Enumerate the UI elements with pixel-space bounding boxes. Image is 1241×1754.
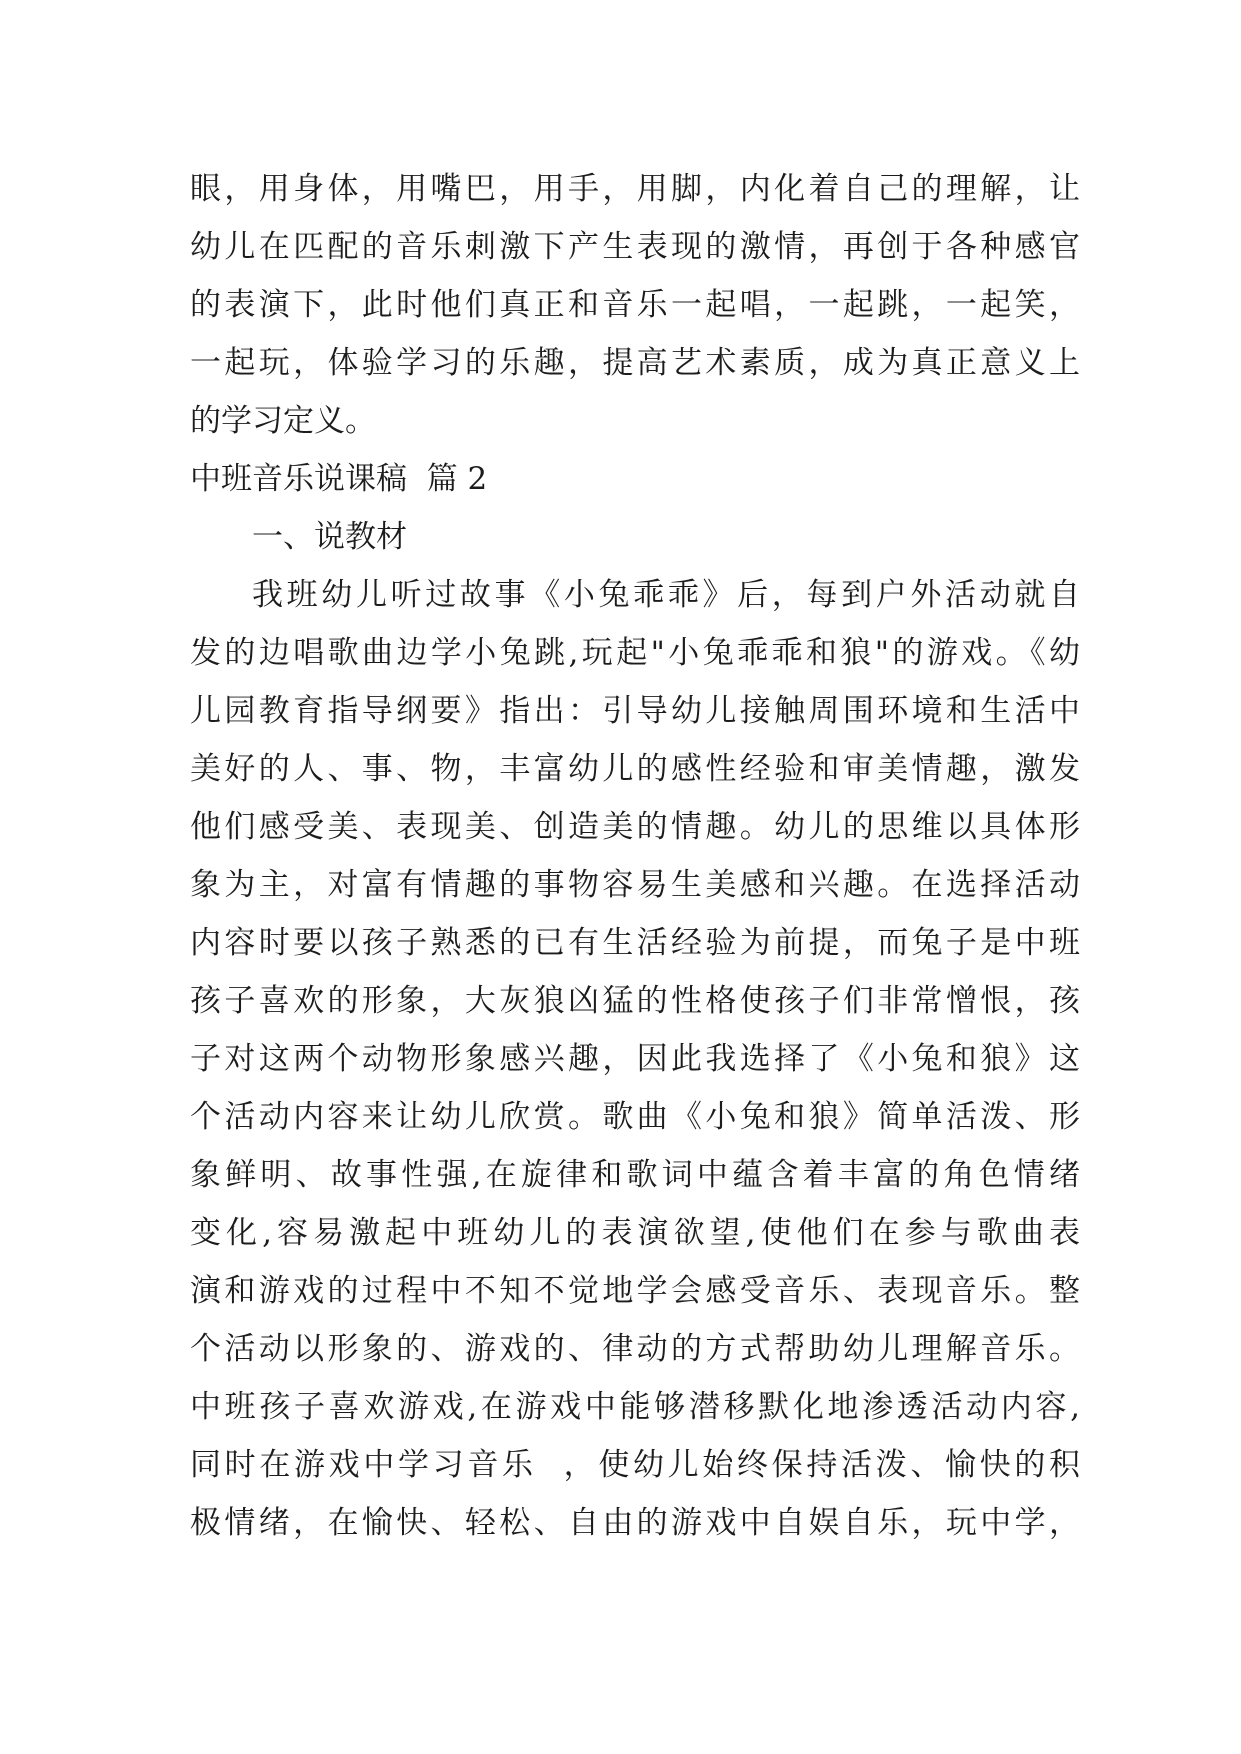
paragraph-line: 个活动内容来让幼儿欣赏。歌曲《小兔和狼》简单活泼、形	[190, 1099, 1080, 1135]
paragraph-line: 极情绪，在愉快、轻松、自由的游戏中自娱自乐，玩中学，	[190, 1505, 1080, 1541]
paragraph-line: 象为主，对富有情趣的事物容易生美感和兴趣。在选择活动	[190, 867, 1080, 903]
paragraph-line: 一起玩，体验学习的乐趣，提高艺术素质，成为真正意义上	[190, 345, 1080, 381]
paragraph-line: 演和游戏的过程中不知不觉地学会感受音乐、表现音乐。整	[190, 1273, 1080, 1309]
paragraph-line: 美好的人、事、物，丰富幼儿的感性经验和审美情趣，激发	[190, 751, 1080, 787]
paragraph-line: 我班幼儿听过故事《小兔乖乖》后，每到户外活动就自	[252, 577, 1080, 613]
paragraph-line: 发的边唱歌曲边学小兔跳,玩起"小兔乖乖和狼"的游戏。《幼	[190, 635, 1080, 671]
paragraph-line: 眼，用身体，用嘴巴，用手，用脚，内化着自己的理解，让	[190, 171, 1080, 207]
paragraph-line: 儿园教育指导纲要》指出：引导幼儿接触周围环境和生活中	[190, 693, 1080, 729]
paragraph-line: 孩子喜欢的形象，大灰狼凶猛的性格使孩子们非常憎恨，孩	[190, 983, 1080, 1019]
paragraph-line: 象鲜明、故事性强,在旋律和歌词中蕴含着丰富的角色情绪	[190, 1157, 1080, 1193]
paragraph-line: 内容时要以孩子熟悉的已有生活经验为前提，而兔子是中班	[190, 925, 1080, 961]
subheading: 一、说教材	[252, 519, 407, 555]
paragraph-line: 的表演下，此时他们真正和音乐一起唱，一起跳，一起笑，	[190, 287, 1080, 323]
paragraph-line: 同时在游戏中学习音乐 ，使幼儿始终保持活泼、愉快的积	[190, 1447, 1080, 1483]
paragraph-line: 个活动以形象的、游戏的、律动的方式帮助幼儿理解音乐。	[190, 1331, 1080, 1367]
paragraph-line: 子对这两个动物形象感兴趣，因此我选择了《小兔和狼》这	[190, 1041, 1080, 1077]
paragraph-line: 的学习定义。	[190, 403, 376, 439]
section-title: 中班音乐说课稿 篇 2	[190, 461, 488, 497]
paragraph-line: 中班孩子喜欢游戏,在游戏中能够潜移默化地渗透活动内容,	[190, 1389, 1080, 1425]
paragraph-line: 幼儿在匹配的音乐刺激下产生表现的激情，再创于各种感官	[190, 229, 1080, 265]
paragraph-line: 他们感受美、表现美、创造美的情趣。幼儿的思维以具体形	[190, 809, 1080, 845]
paragraph-line: 变化,容易激起中班幼儿的表演欲望,使他们在参与歌曲表	[190, 1215, 1080, 1251]
